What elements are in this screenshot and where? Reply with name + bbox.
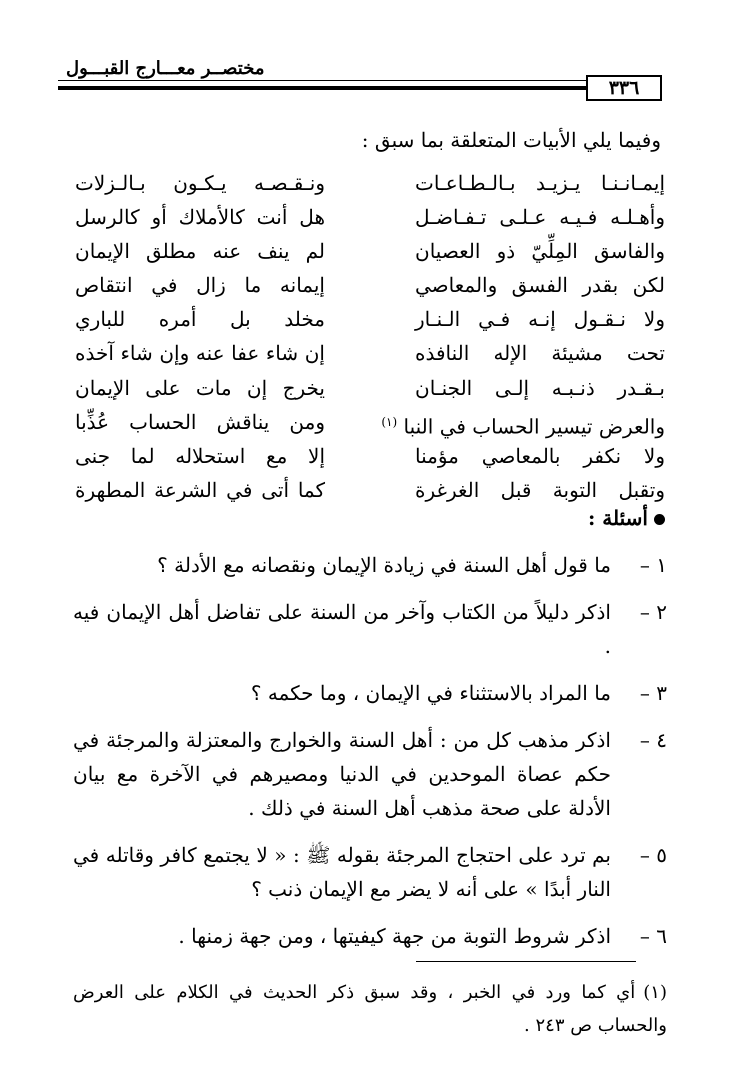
question-item (73, 919, 667, 953)
question-item (73, 595, 667, 663)
verse-second-hemistich: ومن يناقش الحساب عُذِّبا (75, 409, 325, 434)
verse-row (73, 302, 665, 336)
verse-second-hemistich: إلا مع استحلاله لما جنى (75, 443, 325, 468)
header-rule-thick (58, 86, 586, 90)
verse-second-hemistich: لم ينف عنه مطلق الإيمان (75, 239, 325, 264)
footnote (73, 976, 667, 1042)
question-text: اذكر مذهب كل من : أهل السنة والخوارج والمعتزلة والمرجئة في حكم عصاة الموحدين في الدنيا ومصيرهم في الآخرة مع بيان الأدلة على صحة مذهب أهل السنة في ذلك . (73, 728, 611, 820)
verse-row (73, 473, 665, 507)
verse-row (73, 166, 665, 200)
question-text: بم ترد على احتجاج المرجئة بقوله ﷺ : « لا يجتمع كافر وقاتله في النار أبدًا » على أنه لا يضر مع الإيمان ذنب ؟ (73, 843, 611, 901)
verse-first-hemistich: وتقبل التوبة قبل الغرغرة (415, 477, 665, 502)
question-text: ما المراد بالاستثناء في الإيمان ، وما حكمه ؟ (250, 681, 611, 705)
verse-row (73, 405, 665, 439)
question-text: اذكر شروط التوبة من جهة كيفيتها ، ومن جهة زمنها . (178, 924, 611, 948)
questions-list (73, 548, 667, 966)
footnote-divider (416, 961, 636, 962)
footnote-marker: (١) (381, 414, 398, 429)
question-text: اذكر دليلاً من الكتاب وآخر من السنة على تفاضل أهل الإيمان فيه . (73, 600, 611, 658)
question-item (73, 548, 667, 582)
bullet-icon (654, 514, 665, 525)
question-item (73, 676, 667, 710)
verse-first-hemistich: بـقـدر ذنـبـه إلـى الجنـان (415, 375, 665, 400)
verse-first-hemistich: ولا نـقـول إنـه فـي الـنـار (415, 307, 665, 332)
question-number: ٥ – (639, 843, 667, 867)
verse-row (73, 336, 665, 370)
verse-second-hemistich: إن شاء عفا عنه وإن شاء آخذه (75, 341, 325, 366)
question-item (73, 723, 667, 825)
verse-first-hemistich: وأهـلـه فـيـه عـلـى تـفـاضـل (415, 205, 665, 230)
verse-first-hemistich: والفاسق المِلِّيّ ذو العصيان (415, 239, 665, 264)
verse-second-hemistich: ونـقـصـه يـكـون بـالـزلات (75, 171, 325, 195)
footnote-number: (١) (643, 982, 667, 1003)
verse-second-hemistich: مخلد بل أمره للباري (75, 307, 325, 332)
verse-row (73, 234, 665, 268)
verse-row (73, 371, 665, 405)
question-number: ٦ – (639, 924, 667, 948)
page-header (58, 52, 662, 102)
question-number: ٢ – (639, 600, 667, 624)
question-number: ٣ – (639, 681, 667, 705)
verse-first-hemistich: تحت مشيئة الإله النافذه (415, 341, 665, 366)
questions-heading-text: أسئلة : (587, 506, 648, 530)
verse-second-hemistich: كما أتى في الشرعة المطهرة (75, 477, 325, 502)
question-number: ٤ – (639, 728, 667, 752)
header-rule-thin (58, 80, 586, 81)
question-text: ما قول أهل السنة في زيادة الإيمان ونقصانه مع الأدلة ؟ (157, 553, 611, 577)
verse-second-hemistich: إيمانه ما زال في انتقاص (75, 273, 325, 298)
page-number: ٣٣٦ (586, 75, 662, 101)
verse-row (73, 439, 665, 473)
verse-second-hemistich: يخرج إن مات على الإيمان (75, 375, 325, 400)
verse-first-hemistich (381, 405, 665, 444)
verse-row (73, 268, 665, 302)
question-number: ١ – (639, 553, 667, 577)
verse-row (73, 200, 665, 234)
verse-text: والعرض تيسير الحساب في النبا (403, 414, 665, 439)
intro-text: وفيما يلي الأبيات المتعلقة بما سبق : (361, 128, 661, 152)
verse-first-hemistich: إيمـانـنـا يـزيـد بـالـطـاعـات (415, 171, 665, 195)
question-item (73, 838, 667, 906)
verse-first-hemistich: لكن بقدر الفسق والمعاصي (415, 273, 665, 298)
verse-first-hemistich: ولا نكفر بالمعاصي مؤمنا (415, 443, 665, 468)
footnote-text: أي كما ورد في الخبر ، وقد سبق ذكر الحديث في الكلام على العرض والحساب ص ٢٤٣ . (73, 982, 667, 1036)
questions-heading (588, 506, 665, 530)
verse-second-hemistich: هل أنت كالأملاك أو كالرسل (75, 205, 325, 230)
book-title: مختصــر معـــارج القبـــول (66, 58, 265, 79)
poem (73, 166, 665, 507)
